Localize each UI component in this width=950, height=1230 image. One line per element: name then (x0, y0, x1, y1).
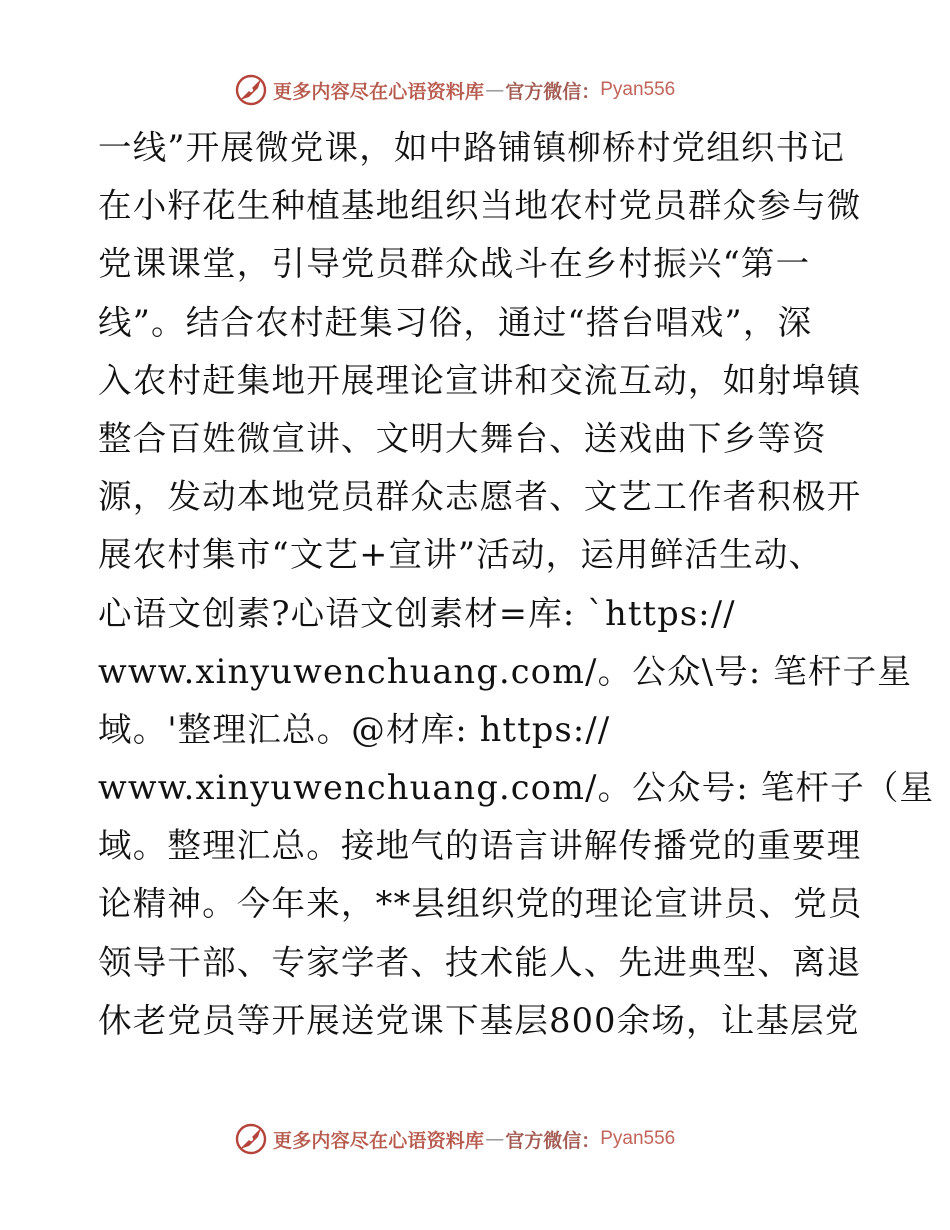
banner-text: 更多内容尽在心语资料库 (273, 80, 485, 103)
body-line: 休老党员等开展送党课下基层800余场，让基层党 (98, 1000, 860, 1040)
body-line: 一线”开展微党课，如中路铺镇柳桥村党组织书记 (98, 128, 846, 167)
body-line: 入农村赶集地开展理论宣讲和交流互动，如射埠镇 (98, 360, 862, 400)
banner-account-id: Pyan556 (600, 1128, 676, 1149)
banner-account-id: Pyan556 (600, 79, 676, 100)
banner-separator: — (485, 1128, 505, 1150)
body-line: www.xinyuwenchuang.com/。公众号: 笔杆子（星 (98, 768, 935, 808)
body-line: 党课课堂，引导党员群众战斗在乡村振兴“第一 (98, 244, 811, 284)
header-banner (234, 73, 675, 107)
banner-separator: — (485, 79, 505, 101)
body-line: 在小籽花生种植基地组织当地农村党员群众参与微 (98, 186, 862, 226)
banner-text: 更多内容尽在心语资料库 (273, 1129, 485, 1152)
body-text (98, 119, 935, 1050)
body-line: 域。整理汇总。接地气的语言讲解传播党的重要理 (98, 826, 862, 866)
body-line: 域。'整理汇总。@材库: https:// (98, 709, 611, 749)
banner-account-label: 官方微信： (505, 1129, 601, 1152)
banner-account-label: 官方微信： (505, 80, 601, 103)
body-line: 线”。结合农村赶集习俗，通过“搭台唱戏”，深 (98, 302, 813, 342)
body-line: 心语文创素?心语文创素材=库: `https:// (98, 593, 736, 633)
footer-banner (234, 1122, 675, 1156)
quill-pen-logo-icon (234, 73, 268, 107)
body-line: 源，发动本地党员群众志愿者、文艺工作者积极开 (98, 477, 862, 517)
quill-pen-logo-icon (234, 1122, 268, 1156)
body-line: 论精神。今年来，**县组织党的理论宣讲员、党员 (98, 884, 863, 924)
body-line: 整合百姓微宣讲、文明大舞台、送戏曲下乡等资 (98, 418, 827, 458)
body-line: www.xinyuwenchuang.com/。公众\号: 笔杆子星 (98, 651, 913, 691)
body-line: 领导干部、专家学者、技术能人、先进典型、离退 (98, 942, 862, 982)
body-line: 展农村集市“文艺+宣讲”活动，运用鲜活生动、 (98, 535, 824, 575)
